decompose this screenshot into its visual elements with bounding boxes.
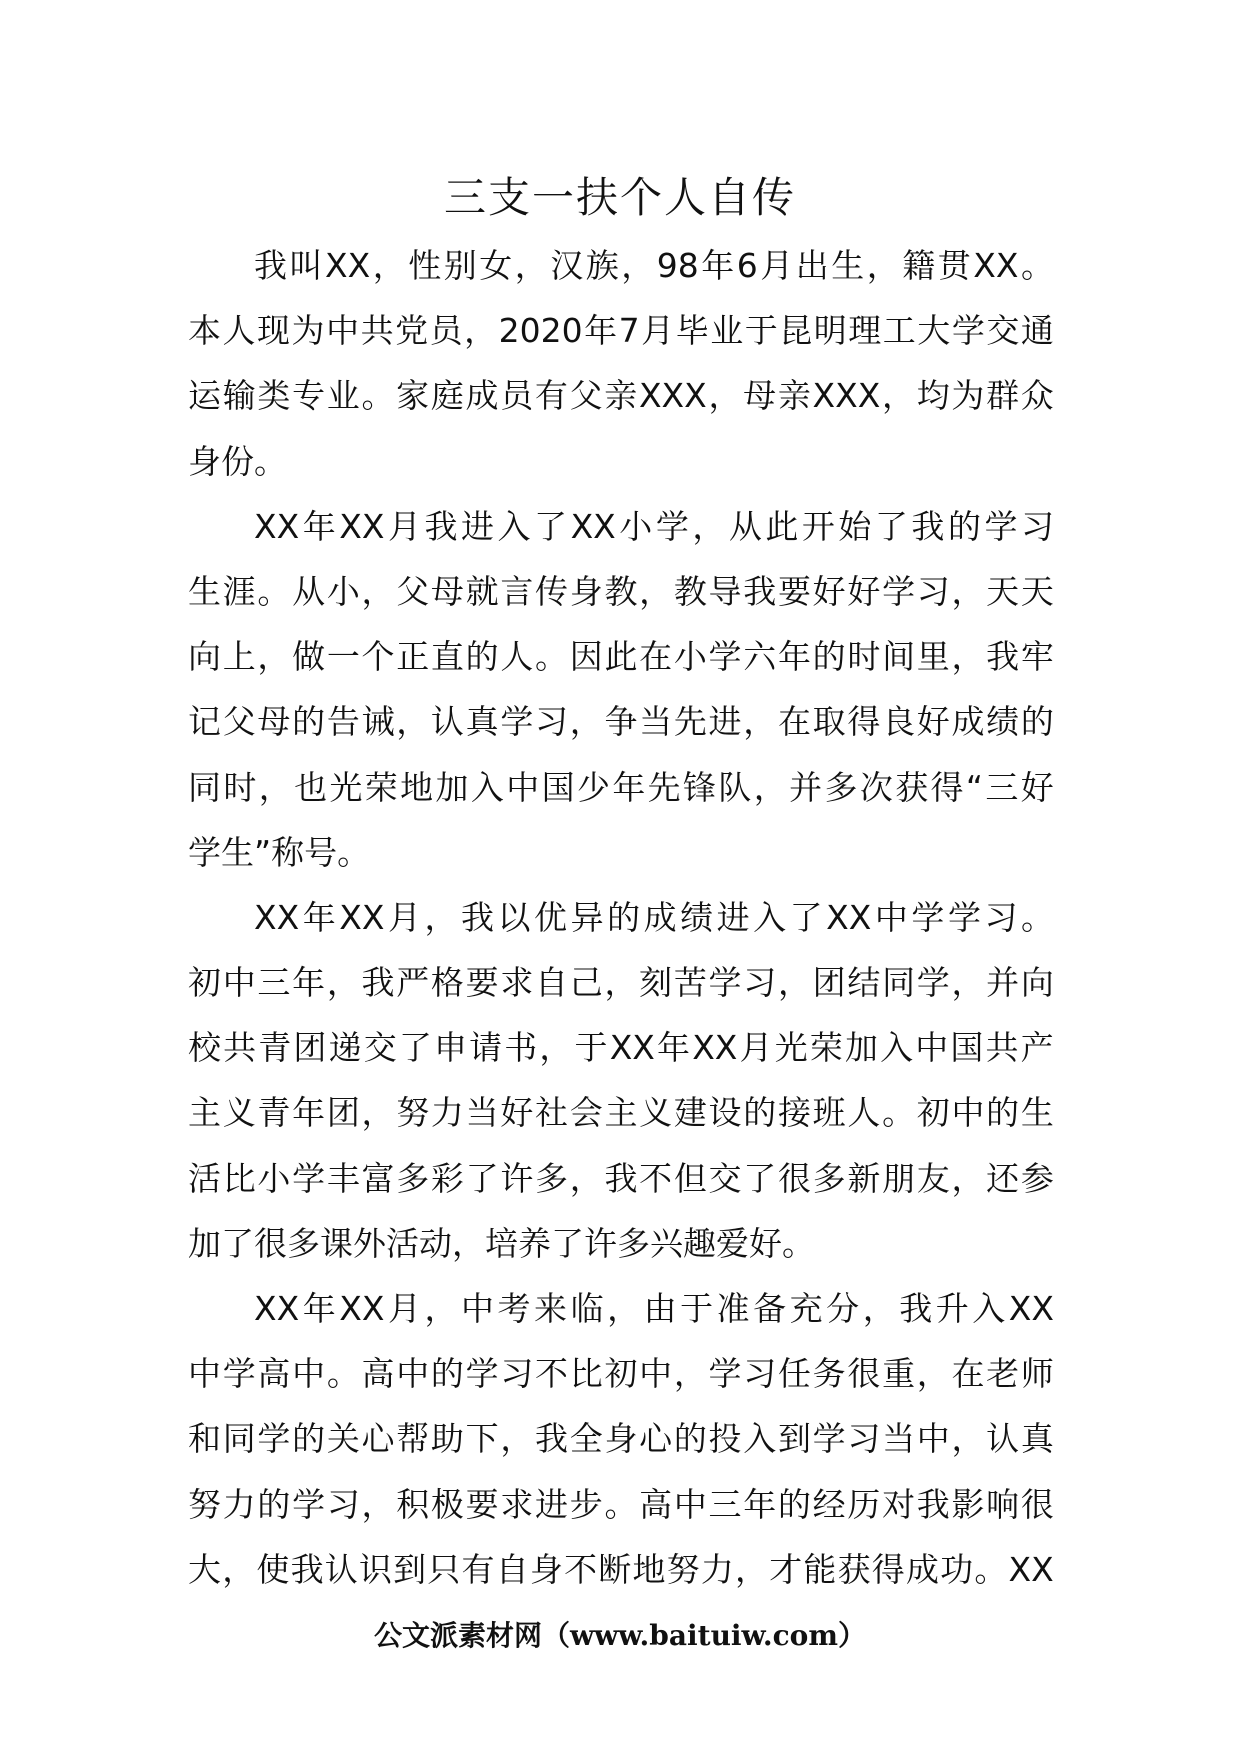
text-line: 记 父 母 的 告 诫 ， 认 真 学 习 ， 争 当 先 进 ， 在 取 得 良 好 成 绩 的 [188, 702, 1054, 742]
text-line: 学生”称号。 [188, 832, 371, 872]
text-line: 同 时 ， 也 光 荣 地 加 入 中 国 少 年 先 锋 队 ， 并 多 次 获 得 “ 三 好 [188, 767, 1054, 807]
text-line: 初 中 三 年 ， 我 严 格 要 求 自 己 ， 刻 苦 学 习 ， 团 结 同 学 ， 并 向 [188, 963, 1054, 1003]
text-line: 主 义 青 年 团 ， 努 力 当 好 社 会 主 义 建 设 的 接 班 人 。 初 中 的 生 [188, 1093, 1054, 1133]
text-line: 和 同 学 的 关 心 帮 助 下 ， 我 全 身 心 的 投 入 到 学 习 当 中 ， 认 真 [188, 1419, 1054, 1459]
text-line: 校 共 青 团 递 交 了 申 请 书 ， 于 XX 年 XX 月 光 荣 加 入 中 国 共 产 [188, 1028, 1054, 1068]
text-line: 本 人 现 为 中 共 党 员 ， 2020 年 7 月 毕 业 于 昆 明 理 工 大 学 交 通 [188, 311, 1054, 351]
text-line: 大 ， 使 我 认 识 到 只 有 自 身 不 断 地 努 力 ， 才 能 获 得 成 功 。 XX [188, 1549, 1054, 1589]
text-line: 身份。 [188, 441, 287, 481]
text-line: XX 年 XX 月 我 进 入 了 XX 小 学 ， 从 此 开 始 了 我 的 学 习 [254, 506, 1054, 546]
text-line: 活 比 小 学 丰 富 多 彩 了 许 多 ， 我 不 但 交 了 很 多 新 朋 友 ， 还 参 [188, 1158, 1054, 1198]
text-line: 努 力 的 学 习 ， 积 极 要 求 进 步 。 高 中 三 年 的 经 历 对 我 影 响 很 [188, 1484, 1054, 1524]
text-line: XX 年 XX 月 ， 中 考 来 临 ， 由 于 准 备 充 分 ， 我 升 入 XX [254, 1289, 1054, 1328]
text-line: 加了很多课外活动，培养了许多兴趣爱好。 [188, 1223, 815, 1263]
document-title: 三支一扶个人自传 [443, 173, 796, 222]
text-line: 向 上 ， 做 一 个 正 直 的 人 。 因 此 在 小 学 六 年 的 时 间 里 ， 我 牢 [188, 637, 1054, 677]
text-line: 生 涯 。 从 小 ， 父 母 就 言 传 身 教 ， 教 导 我 要 好 好 学 习 ， 天 天 [188, 571, 1054, 611]
text-line: XX 年 XX 月 ， 我 以 优 异 的 成 绩 进 入 了 XX 中 学 学 习 。 [254, 897, 1054, 937]
text-line: 中 学 高 中 。 高 中 的 学 习 不 比 初 中 ， 学 习 任 务 很 重 ， 在 老 师 [188, 1354, 1054, 1394]
text-line: 运 输 类 专 业 。 家 庭 成 员 有 父 亲 XXX ， 母 亲 XXX ， 均 为 群 众 [188, 376, 1054, 416]
watermark-footer: 公文派素材网（www.baituiw.com） [374, 1619, 866, 1652]
document-body [188, 233, 1054, 1602]
text-line: 我 叫 XX ， 性 别 女 ， 汉 族 ， 98 年 6 月 出 生 ， 籍 贯 XX 。 [254, 246, 1054, 285]
